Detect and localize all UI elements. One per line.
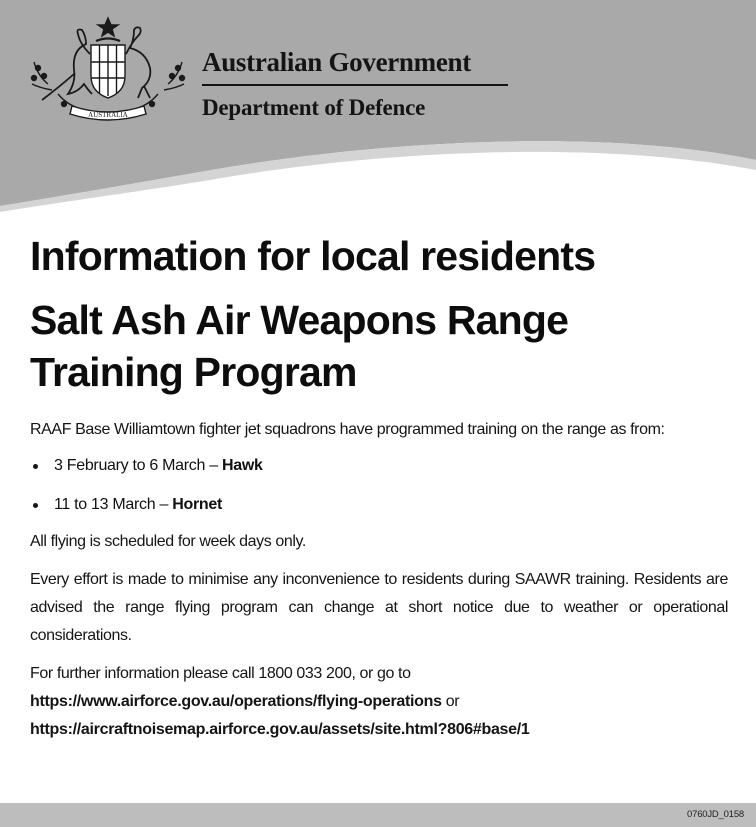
aircraft-name: Hawk — [222, 457, 263, 474]
notice-title: Information for local residents — [30, 233, 596, 279]
noise-map-link[interactable]: https://aircraftnoisemap.airforce.gov.au/assets/site.html?806#base/1 — [30, 721, 530, 738]
footer-code: 0760JD_0158 — [687, 809, 744, 820]
government-identity — [202, 46, 512, 122]
footer-bar — [0, 803, 756, 827]
coat-of-arms-icon — [28, 14, 193, 126]
schedule-dates: 3 February to 6 March – — [54, 457, 222, 474]
schedule-dates: 11 to 13 March – — [54, 496, 173, 513]
department-name: Department of Defence — [202, 95, 426, 120]
flying-operations-link[interactable]: https://www.airforce.gov.au/operations/flying-operations — [30, 693, 442, 710]
link-joiner: or — [441, 693, 460, 710]
notice-subtitle — [30, 294, 728, 398]
header-divider — [202, 84, 508, 86]
contact-paragraph — [30, 660, 728, 744]
list-item — [30, 452, 728, 480]
crest-motto: AUSTRALIA — [88, 111, 128, 119]
subtitle-line-2: Training Program — [30, 349, 357, 395]
list-item — [30, 491, 728, 519]
aircraft-name: Hornet — [172, 496, 222, 513]
weekdays-note: All flying is scheduled for week days only. — [30, 533, 306, 550]
header-banner — [0, 0, 756, 215]
intro-paragraph: RAAF Base Williamtown fighter jet squadrons have programmed training on the range as from: — [30, 421, 665, 438]
government-name: Australian Government — [202, 47, 471, 77]
notice-body — [30, 228, 728, 744]
contact-intro: For further information please call 1800 033 200, or go to — [30, 665, 411, 682]
schedule-list — [30, 452, 728, 519]
inconvenience-note: Every effort is made to minimise any inconvenience to residents during SAAWR training. Residents are advised the range flying program can change at short notice due to weather or operational considerations. — [30, 571, 728, 644]
subtitle-line-1: Salt Ash Air Weapons Range — [30, 297, 569, 343]
